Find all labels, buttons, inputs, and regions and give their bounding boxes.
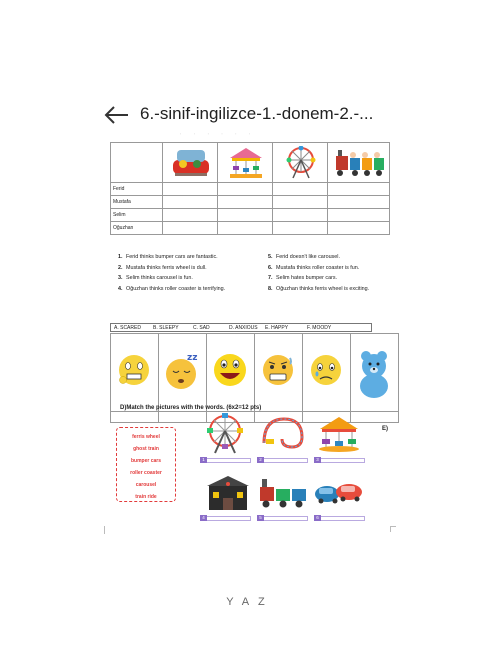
list-item: 1. Ferid thinks bumper cars are fantastic. bbox=[118, 254, 218, 260]
carousel-thumb-icon bbox=[220, 146, 272, 180]
table-cell[interactable] bbox=[328, 196, 390, 209]
emoji-cell bbox=[207, 334, 255, 412]
carousel-picture-icon bbox=[314, 413, 364, 455]
word-item: ferris wheel bbox=[132, 434, 160, 440]
table-cell[interactable] bbox=[218, 196, 273, 209]
train-thumb-icon bbox=[330, 146, 389, 180]
ferris-wheel-thumb-icon bbox=[275, 146, 327, 180]
keyboard-hint[interactable]: YAZ bbox=[226, 596, 274, 608]
ghost-train-picture-icon bbox=[203, 472, 253, 512]
scribble-marks: ' ' ' ' ' ' bbox=[180, 132, 257, 137]
ferris-wheel-picture-icon bbox=[203, 413, 247, 455]
table-row-name: Ferid bbox=[111, 183, 163, 196]
word-item: train ride bbox=[135, 494, 157, 500]
bumper-cars-picture-icon bbox=[313, 476, 365, 508]
emoji-cell bbox=[351, 334, 399, 412]
list-item: 4. Oğuzhan thinks roller coaster is terrifying. bbox=[118, 285, 226, 292]
table-cell[interactable] bbox=[328, 183, 390, 196]
emoji-answer-cell[interactable] bbox=[111, 412, 159, 423]
list-item: 2. Mustafa thinks ferris wheel is dull. bbox=[118, 264, 207, 271]
crop-mark bbox=[390, 526, 396, 532]
table-row-name: Oğuzhan bbox=[111, 222, 163, 235]
moody-bear-icon bbox=[351, 334, 398, 406]
feeling-sad: C. SAD bbox=[193, 325, 210, 331]
table-cell[interactable] bbox=[328, 222, 390, 235]
table-row-name: Selim bbox=[111, 209, 163, 222]
list-item: 6. Mustafa thinks roller coaster is fun. bbox=[268, 264, 360, 271]
emoji-cell bbox=[303, 334, 351, 412]
feeling-happy: E. HAPPY bbox=[265, 325, 289, 331]
emoji-cell bbox=[255, 334, 303, 412]
sentence-column-left bbox=[118, 254, 258, 296]
answer-field-5[interactable]: 5 bbox=[257, 515, 308, 521]
roller-coaster-picture-icon bbox=[258, 413, 308, 455]
crop-mark bbox=[104, 526, 110, 534]
document-title: 6.-sinif-ingilizce-1.-donem-2.-... bbox=[140, 104, 374, 123]
emoji-cell bbox=[159, 334, 207, 412]
table-header-bumper-cars bbox=[163, 143, 218, 183]
list-item: 3. Selim thinks carousel is fun. bbox=[118, 275, 193, 282]
sentence-column-right bbox=[268, 254, 408, 296]
table-cell[interactable] bbox=[273, 183, 328, 196]
table-cell[interactable] bbox=[273, 222, 328, 235]
answer-field-2[interactable]: 2 bbox=[257, 457, 308, 463]
sad-face-icon bbox=[303, 334, 350, 406]
feeling-moody: F. MOODY bbox=[307, 325, 332, 331]
bumper-cars-thumb-icon bbox=[165, 146, 217, 180]
table-header-carousel bbox=[218, 143, 273, 183]
anxious-face-icon bbox=[255, 334, 302, 406]
list-item: 7. Selim hates bumper cars. bbox=[268, 275, 338, 282]
table-cell[interactable] bbox=[273, 209, 328, 222]
table-cell[interactable] bbox=[163, 222, 218, 235]
preference-table bbox=[110, 142, 390, 235]
feeling-scared: A. SCARED bbox=[114, 325, 141, 331]
table-row-name: Mustafa bbox=[111, 196, 163, 209]
table-header-train bbox=[328, 143, 390, 183]
table-header-ferris-wheel bbox=[273, 143, 328, 183]
table-cell[interactable] bbox=[163, 209, 218, 222]
word-item: carousel bbox=[135, 482, 157, 488]
feeling-sleepy: B. SLEEPY bbox=[153, 325, 179, 331]
table-cell[interactable] bbox=[163, 196, 218, 209]
word-box bbox=[116, 427, 176, 502]
scared-face-icon bbox=[111, 334, 158, 406]
emoji-answer-cell[interactable] bbox=[159, 412, 207, 423]
answer-field-6[interactable]: 6 bbox=[314, 515, 365, 521]
table-cell[interactable] bbox=[218, 183, 273, 196]
happy-face-icon bbox=[207, 334, 254, 406]
feeling-anxious: D. ANXIOUS bbox=[229, 325, 258, 331]
feelings-key-bar bbox=[110, 323, 372, 332]
back-arrow-icon[interactable] bbox=[104, 104, 130, 126]
section-e-label: E) bbox=[382, 426, 388, 432]
answer-field-1[interactable]: 1 bbox=[200, 457, 251, 463]
table-cell[interactable] bbox=[273, 196, 328, 209]
table-cell[interactable] bbox=[218, 222, 273, 235]
list-item: 5. Ferid doesn't like carousel. bbox=[268, 254, 340, 260]
table-cell[interactable] bbox=[328, 209, 390, 222]
table-cell[interactable] bbox=[163, 183, 218, 196]
svg-text:zz: zz bbox=[187, 353, 198, 363]
word-item: roller coaster bbox=[130, 470, 162, 476]
table-cell[interactable] bbox=[218, 209, 273, 222]
word-item: bumper cars bbox=[130, 458, 161, 464]
match-heading: D)Match the pictures with the words. (6x2=12 pts) bbox=[120, 405, 262, 411]
table-corner-cell bbox=[111, 143, 163, 183]
answer-field-4[interactable]: 4 bbox=[200, 515, 251, 521]
list-item: 8. Oğuzhan thinks ferris wheel is exciting. bbox=[268, 285, 370, 292]
word-item: ghost train bbox=[133, 446, 159, 452]
answer-field-3[interactable]: 3 bbox=[314, 457, 365, 463]
train-ride-picture-icon bbox=[258, 475, 308, 511]
sleepy-face-icon bbox=[159, 334, 206, 406]
emoji-cell bbox=[111, 334, 159, 412]
app-bar bbox=[0, 100, 500, 134]
